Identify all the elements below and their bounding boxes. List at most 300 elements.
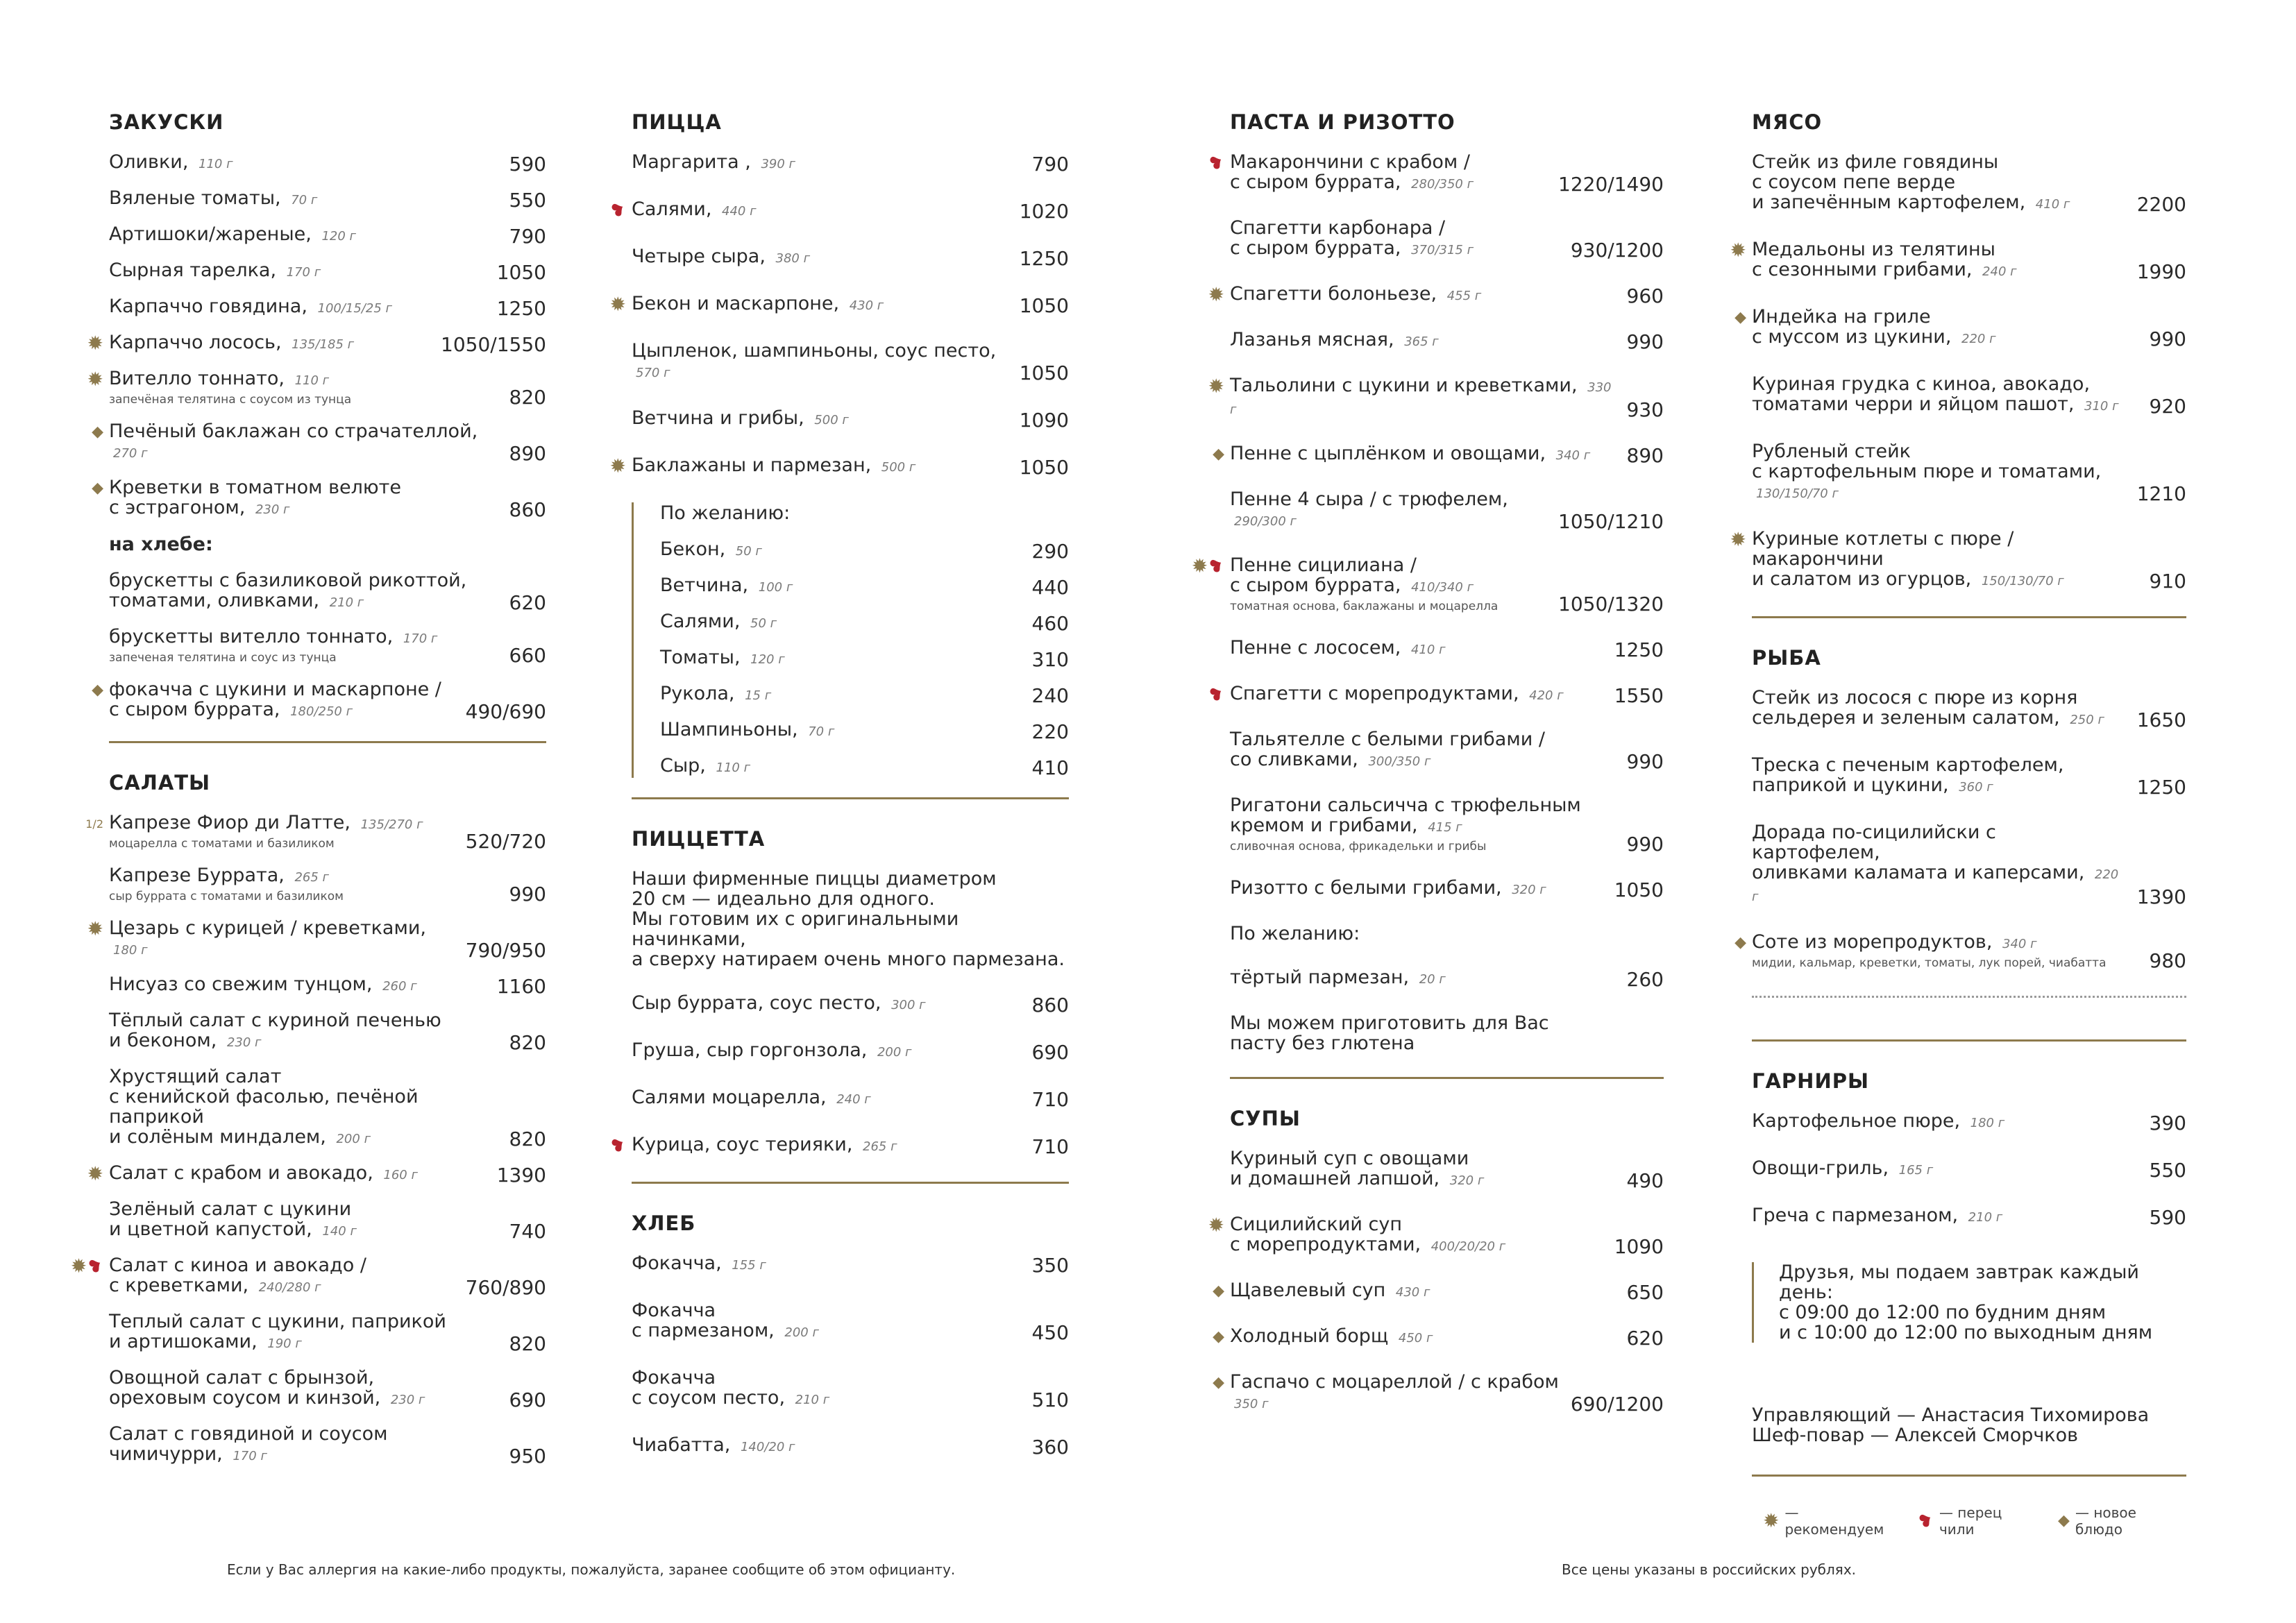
menu-item-name	[1230, 330, 1627, 352]
menu-section	[1191, 110, 1664, 1054]
menu-item-name-line: Шампиньоны, 70 г	[660, 719, 835, 740]
menu-item-price: 860	[1031, 994, 1069, 1017]
menu-item-weight: 330 г	[1230, 380, 1612, 417]
menu-item-name-line: Салат с говядиной и соусом чимичурри, 170 г	[109, 1423, 388, 1465]
menu-item-price: 1220/1490	[1558, 173, 1664, 196]
menu-item-name-line: Тёплый салат с куриной печенью	[109, 1010, 441, 1031]
menu-item-price: 1160	[496, 975, 546, 998]
menu-item	[109, 1199, 546, 1241]
menu-item	[109, 1067, 546, 1149]
menu-item-price: 990	[509, 883, 546, 906]
menu-item-weight: 420 г	[1529, 688, 1564, 703]
menu-item-weight: 415 г	[1428, 820, 1462, 835]
menu-item-weight: 110 г	[716, 760, 751, 775]
menu-item-name	[109, 1255, 466, 1298]
menu-item-weight: 410/340 г	[1411, 580, 1474, 595]
menu-section	[1730, 110, 2186, 593]
menu-item-name-line: Спагетти с морепродуктами, 420 г	[1230, 683, 1564, 704]
menu-item-price: 1050	[1019, 294, 1069, 317]
menu-item	[1213, 443, 1664, 467]
menu-item	[607, 1132, 1069, 1159]
menu-item-weight: 410 г	[2035, 197, 2070, 212]
menu-item-weight: 270 г	[113, 446, 148, 461]
menu-item-price: 1250	[496, 297, 546, 320]
menu-item	[632, 1368, 1069, 1410]
menu-item-name-line: Чиабатта, 140/20 г	[632, 1434, 795, 1456]
menu-item-weight: 20 г	[1419, 972, 1446, 987]
menu-item-name	[1230, 683, 1614, 706]
menu-item-name-line: Бекон и маскарпоне, 430 г	[632, 293, 884, 314]
recommended-star-icon: ✹	[609, 454, 626, 477]
menu-item-name	[660, 611, 1032, 634]
menu-item-name	[632, 152, 1032, 174]
menu-item-name-line: Карпаччо лосось, 135/185 г	[109, 332, 355, 353]
recommended-star-icon: ✹	[70, 1255, 87, 1277]
menu-item-price: 1050	[496, 261, 546, 284]
menu-item	[1752, 441, 2186, 504]
menu-item-name	[1230, 152, 1558, 194]
menu-item-name-line: Сыр буррата, соус песто, 300 г	[632, 992, 926, 1014]
breakfast-note-line: Друзья, мы подаем завтрак каждый день:	[1779, 1261, 2139, 1303]
menu-item-weight: 230 г	[255, 502, 290, 517]
menu-item-name	[1230, 967, 1627, 989]
menu-item-name-line: Сицилийский суп	[1230, 1214, 1402, 1235]
menu-item	[109, 296, 546, 318]
menu-item-name	[109, 332, 441, 355]
menu-item-price: 1250	[2136, 776, 2186, 799]
menu-item-name	[1752, 1111, 2150, 1133]
menu-item-price: 620	[509, 591, 546, 614]
item-mark	[1197, 1372, 1224, 1394]
menu-item-price: 820	[509, 386, 546, 409]
item-mark	[1197, 1280, 1224, 1302]
menu-item-name	[109, 570, 509, 613]
menu-item-price: 1050/1550	[441, 333, 546, 356]
menu-column-2	[607, 101, 1069, 1482]
item-mark	[1719, 932, 1746, 954]
menu-item-price: 1390	[496, 1164, 546, 1187]
menu-item-weight: 170 г	[233, 1449, 267, 1463]
menu-item-weight: 370/315 г	[1411, 243, 1474, 257]
menu-item-weight: 430 г	[849, 298, 884, 313]
menu-item-price: 950	[509, 1445, 546, 1468]
menu-item-weight: 220 г	[1961, 332, 1996, 346]
section-intro-line: Наши фирменные пиццы диаметром	[632, 868, 997, 890]
menu-item-weight: 240 г	[836, 1092, 871, 1107]
menu-item-name	[632, 1040, 1032, 1062]
menu-item-weight: 210 г	[1968, 1210, 2003, 1225]
menu-item-name-line: Креветки в томатном велюте	[109, 477, 401, 498]
currency-notice: Все цены указаны в российских рублях.	[1562, 1561, 1857, 1578]
menu-item-name-line: Ветчина, 100 г	[660, 575, 793, 596]
menu-item-price: 690	[509, 1388, 546, 1411]
section-intro-line: а сверху натираем очень много пармезана.	[632, 949, 1065, 970]
menu-item-name-line: ореховым соусом и кинзой, 230 г	[109, 1387, 425, 1409]
menu-item	[632, 152, 1069, 174]
menu-item-weight: 400/20/20 г	[1430, 1239, 1506, 1254]
menu-item-name-line: паприкой и цукини, 360 г	[1752, 774, 1993, 796]
menu-item-name-line: Спагетти карбонара /	[1230, 217, 1446, 239]
menu-item-weight: 110 г	[294, 373, 330, 388]
menu-item-name-line: Баклажаны и пармезан, 500 г	[632, 454, 916, 476]
menu-item-price: 1390	[2136, 885, 2186, 908]
menu-item	[109, 627, 546, 665]
menu-item	[632, 341, 1069, 383]
menu-item-weight: 360 г	[1959, 780, 1993, 794]
menu-item-name-line: томатами, оливками, 210 г	[109, 590, 364, 611]
menu-section	[1208, 1077, 1664, 1416]
menu-item-price: 790	[509, 225, 546, 248]
legend	[1752, 1504, 2186, 1538]
item-mark	[1719, 529, 1746, 551]
menu-item-name	[1230, 795, 1627, 854]
menu-item-weight: 455 г	[1446, 289, 1482, 303]
menu-item-weight: 230 г	[226, 1035, 262, 1050]
menu-item	[660, 756, 1069, 778]
menu-item-price: 930/1200	[1570, 239, 1664, 262]
menu-item	[1752, 374, 2186, 416]
menu-item-name-line: Гаспачо с моцареллой / с крабом 350 г	[1230, 1371, 1559, 1411]
menu-item-price: 1050	[1614, 878, 1664, 901]
menu-item-name	[632, 455, 1020, 477]
menu-item-name-line: Вяленые томаты, 70 г	[109, 187, 318, 209]
menu-column-1	[70, 101, 546, 1480]
menu-item-name	[660, 539, 1032, 561]
menu-item-name-line: Рукола, 15 г	[660, 683, 772, 704]
section-divider	[632, 797, 1069, 799]
menu-item-price: 1050	[1019, 456, 1069, 479]
allergy-notice: Если у Вас аллергия на какие-либо продукты, пожалуйста, заранее сообщите об этом официанту.	[227, 1561, 956, 1578]
menu-item-weight: 430 г	[1395, 1285, 1430, 1300]
menu-item-weight: 180 г	[113, 943, 148, 958]
item-mark	[76, 368, 103, 391]
menu-item	[109, 224, 546, 246]
menu-item-name-line: Цезарь с курицей / креветками, 180 г	[109, 917, 426, 958]
menu-item-weight: 265 г	[863, 1139, 897, 1154]
menu-item	[1752, 688, 2186, 730]
menu-item-name-line: Соте из морепродуктов, 340 г	[1752, 931, 2037, 953]
legend-label: — новое блюдо	[2075, 1504, 2136, 1538]
menu-item-price: 490	[1626, 1169, 1664, 1192]
menu-item	[1213, 1371, 1664, 1416]
menu-item	[632, 1253, 1069, 1275]
menu-item-name	[109, 477, 509, 520]
menu-item	[609, 293, 1069, 317]
menu-item	[109, 865, 546, 904]
breakfast-note-line: с 09:00 до 12:00 по будним дням	[1779, 1302, 2107, 1323]
menu-item-name	[109, 813, 466, 851]
menu-item-price: 820	[509, 1031, 546, 1054]
menu-item-price: 990	[1626, 330, 1664, 353]
menu-item-weight: 280/350 г	[1411, 177, 1474, 192]
menu-item-name-line: с сезонными грибами, 240 г	[1752, 259, 2017, 280]
menu-item-weight: 130/150/70 г	[1756, 486, 1839, 501]
item-mark	[1197, 375, 1224, 398]
menu-item-description: сливочная основа, фрикадельки и грибы	[1230, 840, 1487, 853]
menu-item-name	[1230, 1326, 1627, 1348]
menu-item-price: 1090	[1614, 1235, 1664, 1258]
menu-item-weight: 170 г	[403, 631, 438, 646]
menu-item	[1208, 1214, 1664, 1258]
menu-item-name-line: Рубленый стейк	[1752, 441, 1911, 462]
section-intro	[632, 869, 1069, 969]
menu-item-name	[109, 679, 466, 722]
menu-item-name	[109, 1424, 509, 1466]
menu-item	[660, 611, 1069, 634]
menu-item-name	[1752, 152, 2137, 214]
menu-item-weight: 70 г	[291, 193, 318, 207]
menu-item	[632, 993, 1069, 1015]
section-divider	[1752, 616, 2186, 618]
menu-item	[632, 1087, 1069, 1110]
menu-item-weight: 320 г	[1449, 1173, 1485, 1188]
menu-item-name-line: Томаты, 120 г	[660, 647, 785, 668]
new-dish-diamond-icon: ◆	[1213, 445, 1224, 463]
section-divider	[1752, 1039, 2186, 1042]
section-divider	[109, 741, 546, 743]
item-mark	[598, 455, 626, 477]
menu-item-name-line: Стейк из филе говядины	[1752, 151, 1999, 173]
menu-item-weight: 390 г	[761, 157, 795, 171]
section-title: ХЛЕБ	[632, 1212, 696, 1235]
menu-item-name-line: брускетты вителло тоннато, 170 г	[109, 626, 438, 647]
menu-item	[632, 1300, 1069, 1343]
recommended-star-icon: ✹	[1191, 554, 1208, 577]
menu-item-name	[1752, 688, 2137, 730]
menu-item-name-line: Ризотто с белыми грибами, 320 г	[1230, 877, 1546, 899]
menu-item-name-line: и цветной капустой, 140 г	[109, 1218, 357, 1240]
menu-item-name	[1230, 1372, 1571, 1414]
menu-item-name	[109, 865, 509, 904]
menu-item-price: 760/890	[465, 1276, 546, 1299]
menu-item-weight: 180/250 г	[290, 704, 353, 719]
menu-item-name	[109, 1010, 509, 1053]
menu-item	[660, 683, 1069, 706]
menu-item-description: моцарелла с томатами и базиликом	[109, 837, 335, 851]
menu-item	[1230, 638, 1664, 660]
menu-item-name	[632, 246, 1020, 269]
menu-item-price: 890	[1626, 444, 1664, 467]
menu-item-name	[1230, 878, 1614, 900]
menu-item-name-line: Салями моцарелла, 240 г	[632, 1087, 871, 1108]
section-title: СУПЫ	[1230, 1107, 1301, 1130]
item-mark	[1197, 150, 1229, 176]
new-dish-diamond-icon: ◆	[1734, 309, 1746, 326]
menu-item-name	[109, 974, 497, 996]
menu-item-price: 690/1200	[1570, 1393, 1664, 1416]
menu-column-4	[1730, 101, 2186, 1538]
menu-item-price: 660	[509, 644, 546, 667]
item-mark	[76, 421, 103, 443]
menu-item-name-line: Сыр, 110 г	[660, 755, 751, 776]
menu-item-name-line: Карпаччо говядина, 100/15/25 г	[109, 296, 392, 317]
menu-item-name-line: и запечённым картофелем, 410 г	[1752, 192, 2070, 213]
menu-item	[1752, 755, 2186, 797]
menu-item	[632, 1040, 1069, 1062]
menu-item-name-line: и салатом из огурцов, 150/130/70 г	[1752, 568, 2064, 590]
menu-item	[109, 152, 546, 174]
menu-item-name	[109, 627, 509, 665]
menu-column-3	[1191, 101, 1664, 1438]
menu-item-price: 1250	[1614, 638, 1664, 661]
item-mark	[1197, 681, 1229, 708]
menu-item	[109, 1424, 546, 1466]
menu-item	[70, 1253, 546, 1299]
menu-item-name	[632, 1368, 1032, 1410]
menu-item-price: 590	[509, 153, 546, 176]
optional-extras-title: По желанию:	[1230, 923, 1360, 944]
menu-item	[660, 647, 1069, 670]
menu-item	[1230, 878, 1664, 900]
menu-item-name	[660, 575, 1032, 597]
menu-item-name-line: Артишоки/жареные, 120 г	[109, 223, 356, 245]
menu-item-name	[632, 1253, 1032, 1275]
menu-item-name	[1230, 443, 1627, 466]
item-mark	[76, 813, 103, 835]
menu-item	[109, 1311, 546, 1354]
menu-item-weight: 250 г	[2070, 713, 2104, 727]
menu-item-name-line: и артишоками, 190 г	[109, 1331, 302, 1352]
menu-item-name-line: Стейк из лосося с пюре из корня	[1752, 687, 2078, 708]
menu-item-name-line: Фокачча	[632, 1367, 716, 1388]
menu-item-name	[109, 1311, 509, 1354]
menu-item-price: 860	[509, 498, 546, 521]
menu-item-price: 820	[509, 1332, 546, 1355]
section-title: САЛАТЫ	[109, 771, 211, 794]
menu-item-name-line: Греча с пармезаном, 210 г	[1752, 1205, 2003, 1226]
menu-item-name-line: Капрезе Буррата, 265 г	[109, 865, 329, 886]
menu-item-name-line: Маргарита , 390 г	[632, 151, 795, 173]
menu-item-name-line: с сыром буррата, 180/250 г	[109, 699, 353, 720]
menu-item	[1230, 795, 1664, 854]
menu-item-name	[632, 199, 1020, 221]
recommended-star-icon: ✹	[1763, 1509, 1780, 1532]
menu-item-name	[1230, 638, 1614, 660]
menu-item	[632, 408, 1069, 430]
menu-item	[1230, 330, 1664, 352]
chili-pepper-icon: ❥	[1205, 150, 1229, 176]
menu-item-weight: 200 г	[877, 1045, 912, 1060]
menu-item-price: 1550	[1614, 684, 1664, 707]
new-dish-diamond-icon: ◆	[1213, 1374, 1224, 1391]
menu-item-name-line: брускетты с базиликовой рикоттой,	[109, 570, 467, 591]
menu-item-name	[109, 368, 509, 407]
recommended-star-icon: ✹	[87, 917, 103, 940]
menu-item-name	[1752, 239, 2137, 282]
menu-item-price: 360	[1031, 1436, 1069, 1459]
recommended-star-icon: ✹	[1208, 1214, 1224, 1237]
menu-item	[87, 1162, 546, 1187]
menu-item	[1230, 218, 1664, 260]
new-dish-diamond-icon: ◆	[92, 479, 103, 497]
menu-item-name-line: с сыром буррата, 410/340 г	[1230, 575, 1474, 596]
menu-item	[85, 812, 546, 853]
menu-item	[87, 368, 546, 409]
menu-item-name	[1230, 555, 1558, 614]
menu-item-weight: 290/300 г	[1234, 514, 1297, 529]
menu-item	[92, 477, 546, 521]
menu-item-price: 990	[2149, 328, 2186, 350]
menu-item-price: 1210	[2136, 482, 2186, 505]
section-intro-line: Мы готовим их с оригинальными начинками,	[632, 908, 959, 950]
menu-item	[1730, 239, 2186, 283]
menu-item	[1230, 489, 1664, 532]
menu-item-price: 490/690	[465, 700, 546, 723]
menu-item-name	[109, 1199, 509, 1241]
menu-item-weight: 240 г	[1982, 264, 2017, 279]
menu-item-name	[1230, 1280, 1627, 1302]
menu-item-weight: 15 г	[745, 688, 772, 703]
menu-item-price: 960	[1626, 284, 1664, 307]
legend-label: — перец чили	[1939, 1504, 2002, 1538]
legend-item	[1763, 1504, 1900, 1538]
menu-item-name-line: кремом и грибами, 415 г	[1230, 815, 1462, 836]
menu-item-weight: 300/350 г	[1368, 754, 1431, 769]
recommended-star-icon: ✹	[1208, 375, 1224, 398]
item-mark	[598, 1132, 631, 1159]
section-intro-line: 20 см — идеально для одного.	[632, 888, 936, 910]
menu-item-price: 220	[1031, 720, 1069, 743]
menu-item-name	[1752, 822, 2137, 907]
menu-item-weight: 165 г	[1898, 1163, 1934, 1178]
menu-item-name-line: со сливками, 300/350 г	[1230, 749, 1431, 770]
recommended-star-icon: ✹	[87, 368, 103, 391]
menu-item-name	[632, 1135, 1032, 1157]
menu-item	[1213, 1325, 1664, 1350]
menu-item-name-line: Спагетти болоньезе, 455 г	[1230, 283, 1482, 305]
menu-item-name	[660, 647, 1032, 670]
optional-toppings-title: По желанию:	[660, 502, 791, 524]
menu-section	[1752, 1039, 2186, 1227]
menu-item	[1752, 152, 2186, 214]
menu-item	[1205, 150, 1664, 196]
menu-item	[1230, 1148, 1664, 1191]
section-title: ПИЦЦЕТТА	[632, 827, 766, 851]
menu-item-name	[660, 756, 1032, 778]
section-title: ГАРНИРЫ	[1752, 1069, 1870, 1093]
menu-item-name-line: Салат с киноа и авокадо /	[109, 1255, 366, 1276]
menu-item-price: 1990	[2136, 260, 2186, 283]
chili-pepper-icon: ❥	[1914, 1508, 1938, 1534]
menu-item-name-line: Пенне с цыплёнком и овощами, 340 г	[1230, 443, 1591, 464]
menu-item-name-line: фокачча с цукини и маскарпоне /	[109, 679, 441, 700]
menu-item-name-line: Индейка на гриле	[1752, 306, 1931, 328]
menu-item-name	[1752, 441, 2137, 504]
menu-item-name-line: Щавелевый суп 430 г	[1230, 1280, 1430, 1301]
menu-item	[660, 539, 1069, 561]
menu-item-weight: 380 г	[775, 251, 811, 266]
menu-item-name-line: Груша, сыр горгонзола, 200 г	[632, 1039, 912, 1061]
menu-item-name-line: Сырная тарелка, 170 г	[109, 260, 321, 281]
legend-item	[2058, 1504, 2186, 1538]
breakfast-note	[1752, 1262, 2186, 1343]
menu-item-name-line: с сыром буррата, 280/350 г	[1230, 171, 1474, 193]
menu-item-price: 1050	[1019, 362, 1069, 384]
menu-item-weight: 450 г	[1398, 1331, 1433, 1345]
menu-item-name-line: Теплый салат с цукини, паприкой	[109, 1311, 446, 1332]
menu-item-price: 1650	[2136, 708, 2186, 731]
menu-item	[109, 1010, 546, 1053]
menu-item	[92, 679, 546, 723]
menu-item-name	[1752, 932, 2150, 971]
recommended-star-icon: ✹	[87, 1162, 103, 1185]
menu-item-weight: 160 г	[383, 1168, 418, 1182]
menu-item-name-line: Ветчина и грибы, 500 г	[632, 407, 849, 429]
menu-item	[109, 260, 546, 282]
menu-item-name	[632, 1087, 1032, 1110]
menu-item-name	[109, 421, 509, 464]
section-divider	[632, 1182, 1069, 1184]
